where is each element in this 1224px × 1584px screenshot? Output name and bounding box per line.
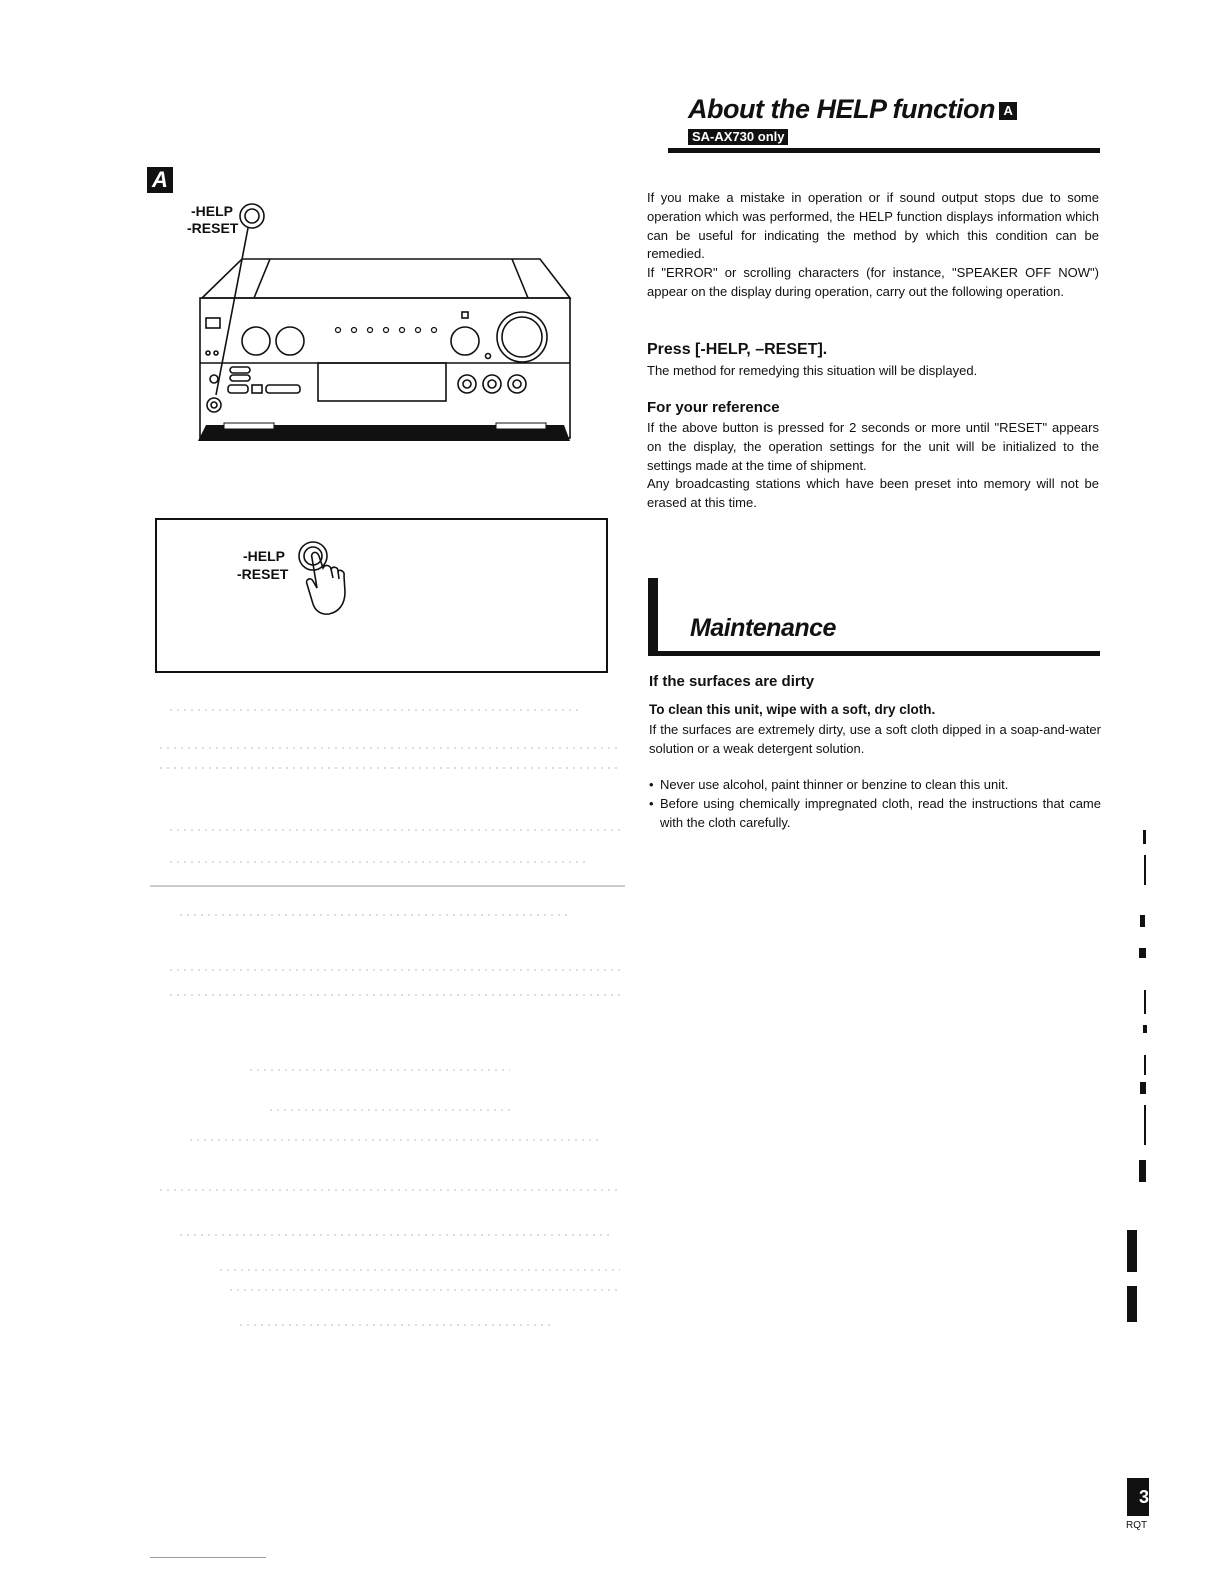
pointing-hand-icon	[295, 538, 355, 622]
list-item: • Never use alcohol, paint thinner or benzine to clean this unit.	[649, 776, 1101, 795]
page-number-tab: 3	[1127, 1478, 1149, 1516]
maintenance-title-rule	[648, 651, 1100, 656]
help-button-callout-box	[155, 518, 608, 673]
receiver-front-panel-illustration	[190, 195, 580, 445]
box-reset-label: -RESET	[237, 566, 289, 582]
help-intro	[647, 189, 1099, 302]
scan-edge-line	[150, 1557, 266, 1558]
section-a-badge: A	[147, 167, 173, 193]
help-intro-paragraph-2: If "ERROR" or scrolling characters (for instance, "SPEAKER OFF NOW") appear on the display during operation, carry out the following operation.	[647, 265, 1099, 299]
help-intro-paragraph-1: If you make a mistake in operation or if sound output stops due to some operation which was performed, the HELP function displays information which can be useful for indicating the method by which this condition can be remedied.	[647, 190, 1099, 262]
edge-tab-mark	[1127, 1230, 1137, 1272]
reference-paragraph-1: If the above button is pressed for 2 seconds or more until "RESET" appears on the display, the operation settings for the unit will be initialized to the settings made at the time of shipment.	[647, 420, 1099, 473]
reference-paragraph-2: Any broadcasting stations which have been preset into memory will not be erased at this time.	[647, 476, 1099, 511]
edge-mark	[1139, 1160, 1146, 1182]
edge-mark	[1143, 1025, 1147, 1033]
title-a-badge: A	[999, 102, 1017, 120]
document-code: RQT	[1126, 1520, 1148, 1531]
edge-tab-mark	[1127, 1286, 1137, 1322]
dirty-surfaces-heading: If the surfaces are dirty	[649, 673, 815, 690]
edge-mark	[1140, 915, 1145, 927]
figure-reset-label: -RESET	[187, 220, 239, 236]
maintenance-title: Maintenance	[690, 614, 836, 642]
press-help-reset-text: The method for remedying this situation will be displayed.	[647, 363, 978, 378]
maintenance-side-bar	[648, 578, 658, 654]
clean-unit-text: If the surfaces are extremely dirty, use a soft cloth dipped in a soap-and-water solution or a weak detergent solution.	[649, 722, 1101, 756]
edge-mark	[1140, 1082, 1146, 1094]
scan-bleed-through	[150, 690, 630, 1350]
cleaning-cautions-list	[649, 776, 1101, 832]
edge-mark	[1144, 1105, 1146, 1145]
help-title-rule	[668, 148, 1100, 153]
edge-mark	[1143, 830, 1146, 844]
help-section-title: About the HELP function A	[688, 94, 1017, 125]
edge-mark	[1144, 1055, 1146, 1075]
edge-mark	[1144, 990, 1146, 1014]
list-item: • Before using chemically impregnated cloth, read the instructions that came with the cloth carefully.	[649, 795, 1101, 833]
model-tag: SA-AX730 only	[688, 129, 788, 145]
reference-text	[647, 419, 1099, 513]
box-help-label: -HELP	[243, 548, 285, 564]
edge-mark	[1139, 948, 1146, 958]
edge-mark	[1144, 855, 1146, 885]
clean-unit-heading: To clean this unit, wipe with a soft, dry cloth.	[649, 702, 936, 717]
figure-help-label: -HELP	[191, 203, 233, 219]
press-help-reset-heading: Press [-HELP, –RESET].	[647, 341, 828, 358]
reference-heading: For your reference	[647, 399, 780, 416]
